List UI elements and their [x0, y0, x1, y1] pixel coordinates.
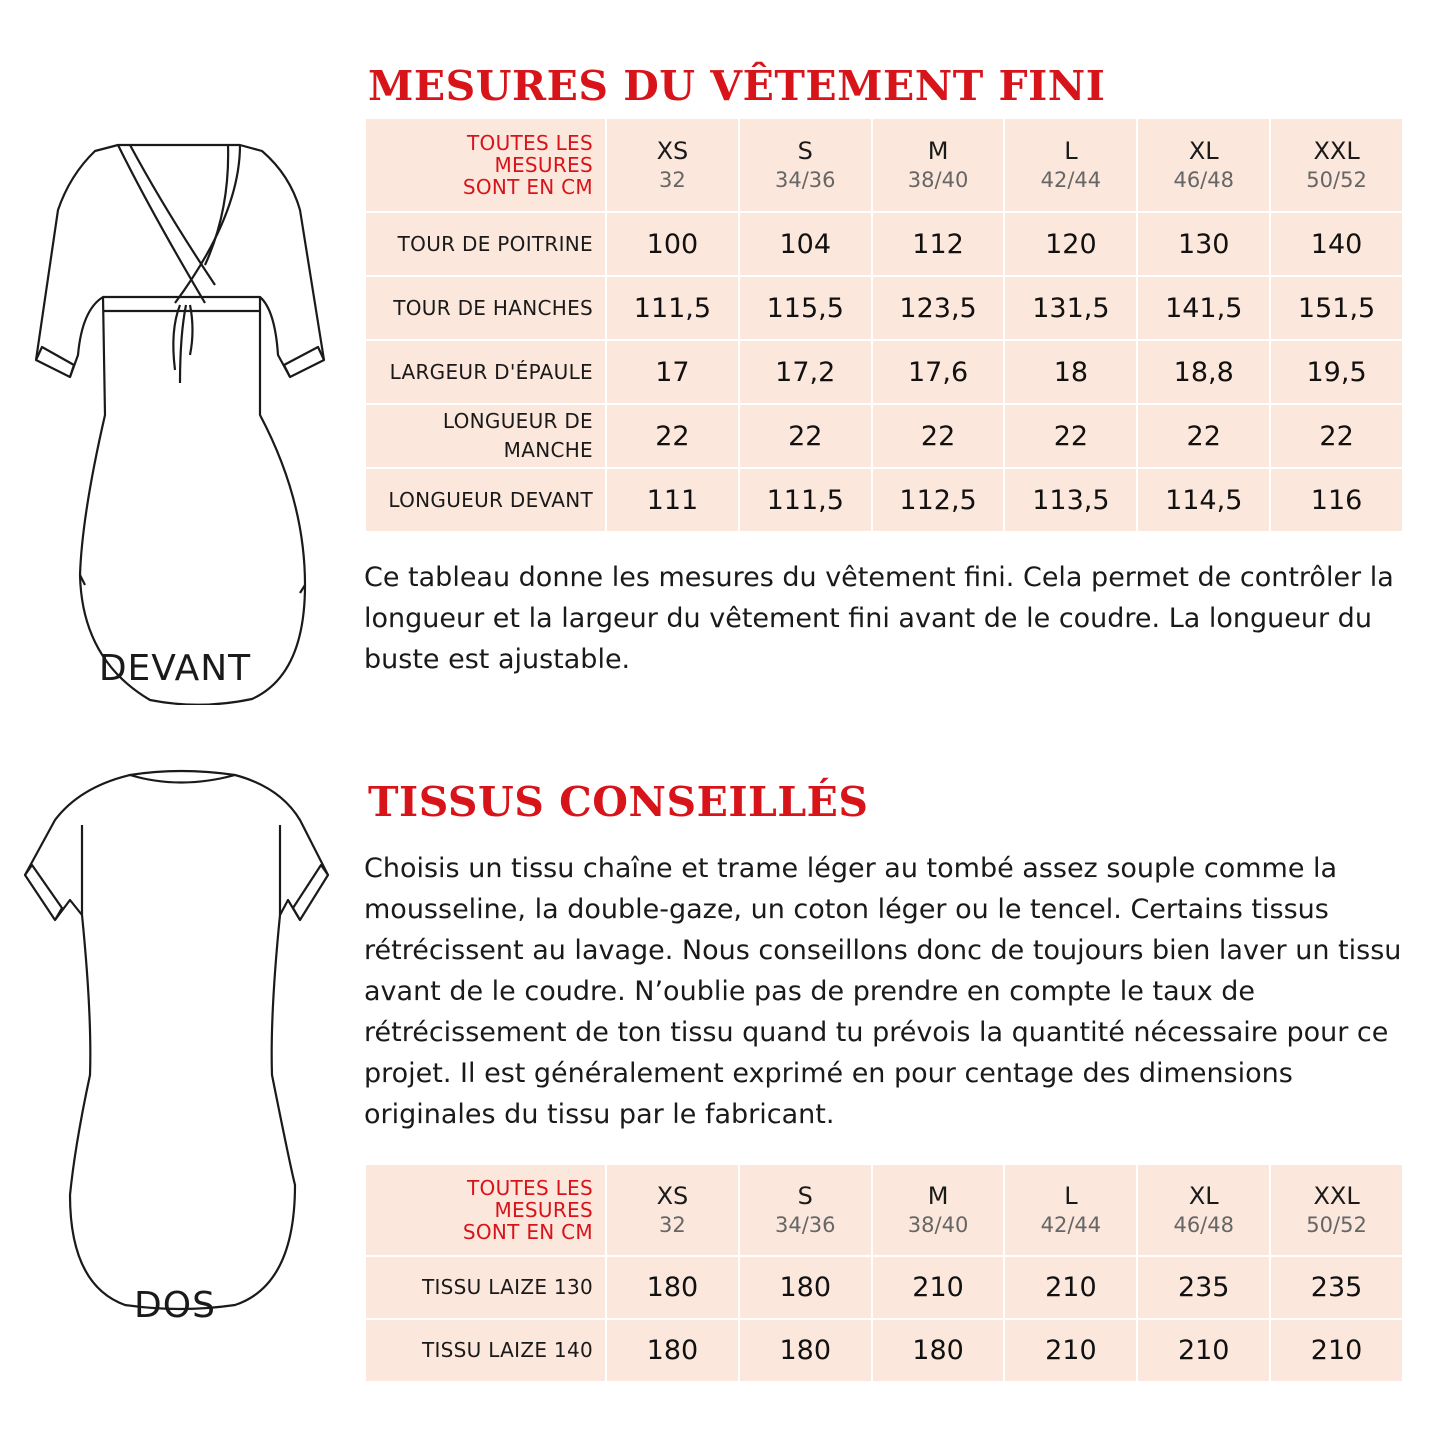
- cell-value: 116: [1271, 469, 1402, 531]
- table-row: [366, 213, 1402, 275]
- table-header-row: [366, 1165, 1402, 1255]
- cell-value: 104: [740, 213, 871, 275]
- size-name: S: [797, 1182, 813, 1210]
- size-fr: 32: [659, 168, 686, 192]
- size-name: XL: [1188, 1182, 1219, 1210]
- cell-value: 210: [873, 1257, 1004, 1318]
- cell-value: 111,5: [740, 469, 871, 531]
- cell-value: 22: [607, 405, 738, 467]
- size-fr: 50/52: [1306, 1213, 1367, 1237]
- cell-value: 130: [1138, 213, 1269, 275]
- cell-value: 123,5: [873, 277, 1004, 339]
- cell-value: 180: [607, 1320, 738, 1381]
- size-header: [1005, 1165, 1136, 1255]
- back-view-label: DOS: [134, 1285, 216, 1326]
- cell-value: 111: [607, 469, 738, 531]
- cell-value: 19,5: [1271, 341, 1402, 403]
- cell-value: 22: [1271, 405, 1402, 467]
- cell-value: 115,5: [740, 277, 871, 339]
- size-name: M: [927, 137, 949, 165]
- size-name: XL: [1188, 137, 1219, 165]
- cell-value: 17: [607, 341, 738, 403]
- size-header: [1271, 1165, 1402, 1255]
- size-name: XXL: [1313, 137, 1360, 165]
- cell-value: 151,5: [1271, 277, 1402, 339]
- cell-value: 112: [873, 213, 1004, 275]
- size-header: [607, 1165, 738, 1255]
- size-fr: 38/40: [907, 168, 969, 192]
- cell-value: 17,6: [873, 341, 1004, 403]
- front-view-label: DEVANT: [98, 648, 252, 689]
- size-header: [873, 1165, 1004, 1255]
- row-label: TOUR DE HANCHES: [366, 277, 605, 339]
- cell-value: 111,5: [607, 277, 738, 339]
- units-note: [366, 119, 605, 211]
- cell-value: 180: [607, 1257, 738, 1318]
- size-fr: 32: [659, 1213, 686, 1237]
- table-row: [366, 405, 1402, 467]
- size-header: [607, 119, 738, 211]
- row-label: TISSU LAIZE 140: [366, 1320, 605, 1381]
- size-fr: 34/36: [774, 1213, 836, 1237]
- size-header: [1271, 119, 1402, 211]
- row-label: TISSU LAIZE 130: [366, 1257, 605, 1318]
- finished-measurements-title: MESURES DU VÊTEMENT FINI: [368, 62, 1106, 110]
- cell-value: 22: [1138, 405, 1269, 467]
- dress-back-sketch: [0, 765, 350, 1335]
- units-note-text: TOUTES LES MESURES SONT EN CM: [462, 131, 593, 199]
- units-note-text: TOUTES LES MESURES SONT EN CM: [462, 1176, 593, 1244]
- size-header: [1138, 1165, 1269, 1255]
- size-header: [740, 1165, 871, 1255]
- cell-value: 210: [1271, 1320, 1402, 1381]
- table-row: [366, 277, 1402, 339]
- cell-value: 180: [873, 1320, 1004, 1381]
- row-label-text: LONGUEUR DE MANCHE: [442, 409, 593, 462]
- cell-value: 22: [1005, 405, 1136, 467]
- cell-value: 210: [1138, 1320, 1269, 1381]
- table-header-row: [366, 119, 1402, 211]
- size-name: XS: [656, 137, 689, 165]
- measurements-description: Ce tableau donne les mesures du vêtement fini. Cela permet de contrôler la longueur et la largeur du vêtement fini avant de le coudre. La longueur du buste est ajustable.: [364, 562, 1394, 675]
- cell-value: 141,5: [1138, 277, 1269, 339]
- row-label: LONGUEUR DEVANT: [366, 469, 605, 531]
- cell-value: 180: [740, 1320, 871, 1381]
- row-label: [366, 405, 605, 467]
- cell-value: 210: [1005, 1320, 1136, 1381]
- cell-value: 210: [1005, 1257, 1136, 1318]
- size-name: XS: [656, 1182, 689, 1210]
- table-row: [366, 1320, 1402, 1381]
- fabrics-description: Choisis un tissu chaîne et trame léger au tombé assez souple comme la mousseline, la double-gaze, un coton léger ou le tencel. Certains tissus rétrécissent au lavage. Nous conseillons donc de toujours bien laver un tissu avant de le coudre. N’oublie pas de prendre en compte le taux de rétrécissement de ton tissu quand tu prévois la quantité nécessaire pour ce projet. Il est généralement exprimé en pour centage des dimensions originales du tissu par le fabricant.: [364, 853, 1402, 1130]
- size-fr: 42/44: [1040, 168, 1102, 192]
- table-row: [366, 341, 1402, 403]
- size-fr: 42/44: [1040, 1213, 1102, 1237]
- cell-value: 17,2: [740, 341, 871, 403]
- size-fr: 46/48: [1173, 168, 1234, 192]
- size-fr: 34/36: [774, 168, 836, 192]
- cell-value: 112,5: [873, 469, 1004, 531]
- cell-value: 100: [607, 213, 738, 275]
- table-row: [366, 469, 1402, 531]
- cell-value: 120: [1005, 213, 1136, 275]
- size-name: XXL: [1313, 1182, 1360, 1210]
- cell-value: 113,5: [1005, 469, 1136, 531]
- recommended-fabrics-title: TISSUS CONSEILLÉS: [368, 778, 869, 826]
- size-name: M: [927, 1182, 949, 1210]
- cell-value: 235: [1271, 1257, 1402, 1318]
- cell-value: 180: [740, 1257, 871, 1318]
- size-header: [873, 119, 1004, 211]
- size-name: L: [1064, 1182, 1078, 1210]
- row-label: LARGEUR D'ÉPAULE: [366, 341, 605, 403]
- cell-value: 22: [740, 405, 871, 467]
- cell-value: 131,5: [1005, 277, 1136, 339]
- size-name: L: [1064, 137, 1078, 165]
- size-header: [740, 119, 871, 211]
- cell-value: 18,8: [1138, 341, 1269, 403]
- dress-front-sketch: [0, 115, 350, 705]
- cell-value: 114,5: [1138, 469, 1269, 531]
- size-header: [1005, 119, 1136, 211]
- cell-value: 22: [873, 405, 1004, 467]
- cell-value: 140: [1271, 213, 1402, 275]
- finished-measurements-table: [364, 117, 1404, 533]
- fabric-quantity-table: [364, 1163, 1404, 1383]
- size-header: [1138, 119, 1269, 211]
- size-fr: 38/40: [907, 1213, 969, 1237]
- size-name: S: [797, 137, 813, 165]
- units-note: [366, 1165, 605, 1255]
- size-fr: 50/52: [1306, 168, 1367, 192]
- size-fr: 46/48: [1173, 1213, 1234, 1237]
- cell-value: 18: [1005, 341, 1136, 403]
- cell-value: 235: [1138, 1257, 1269, 1318]
- row-label: TOUR DE POITRINE: [366, 213, 605, 275]
- table-row: [366, 1257, 1402, 1318]
